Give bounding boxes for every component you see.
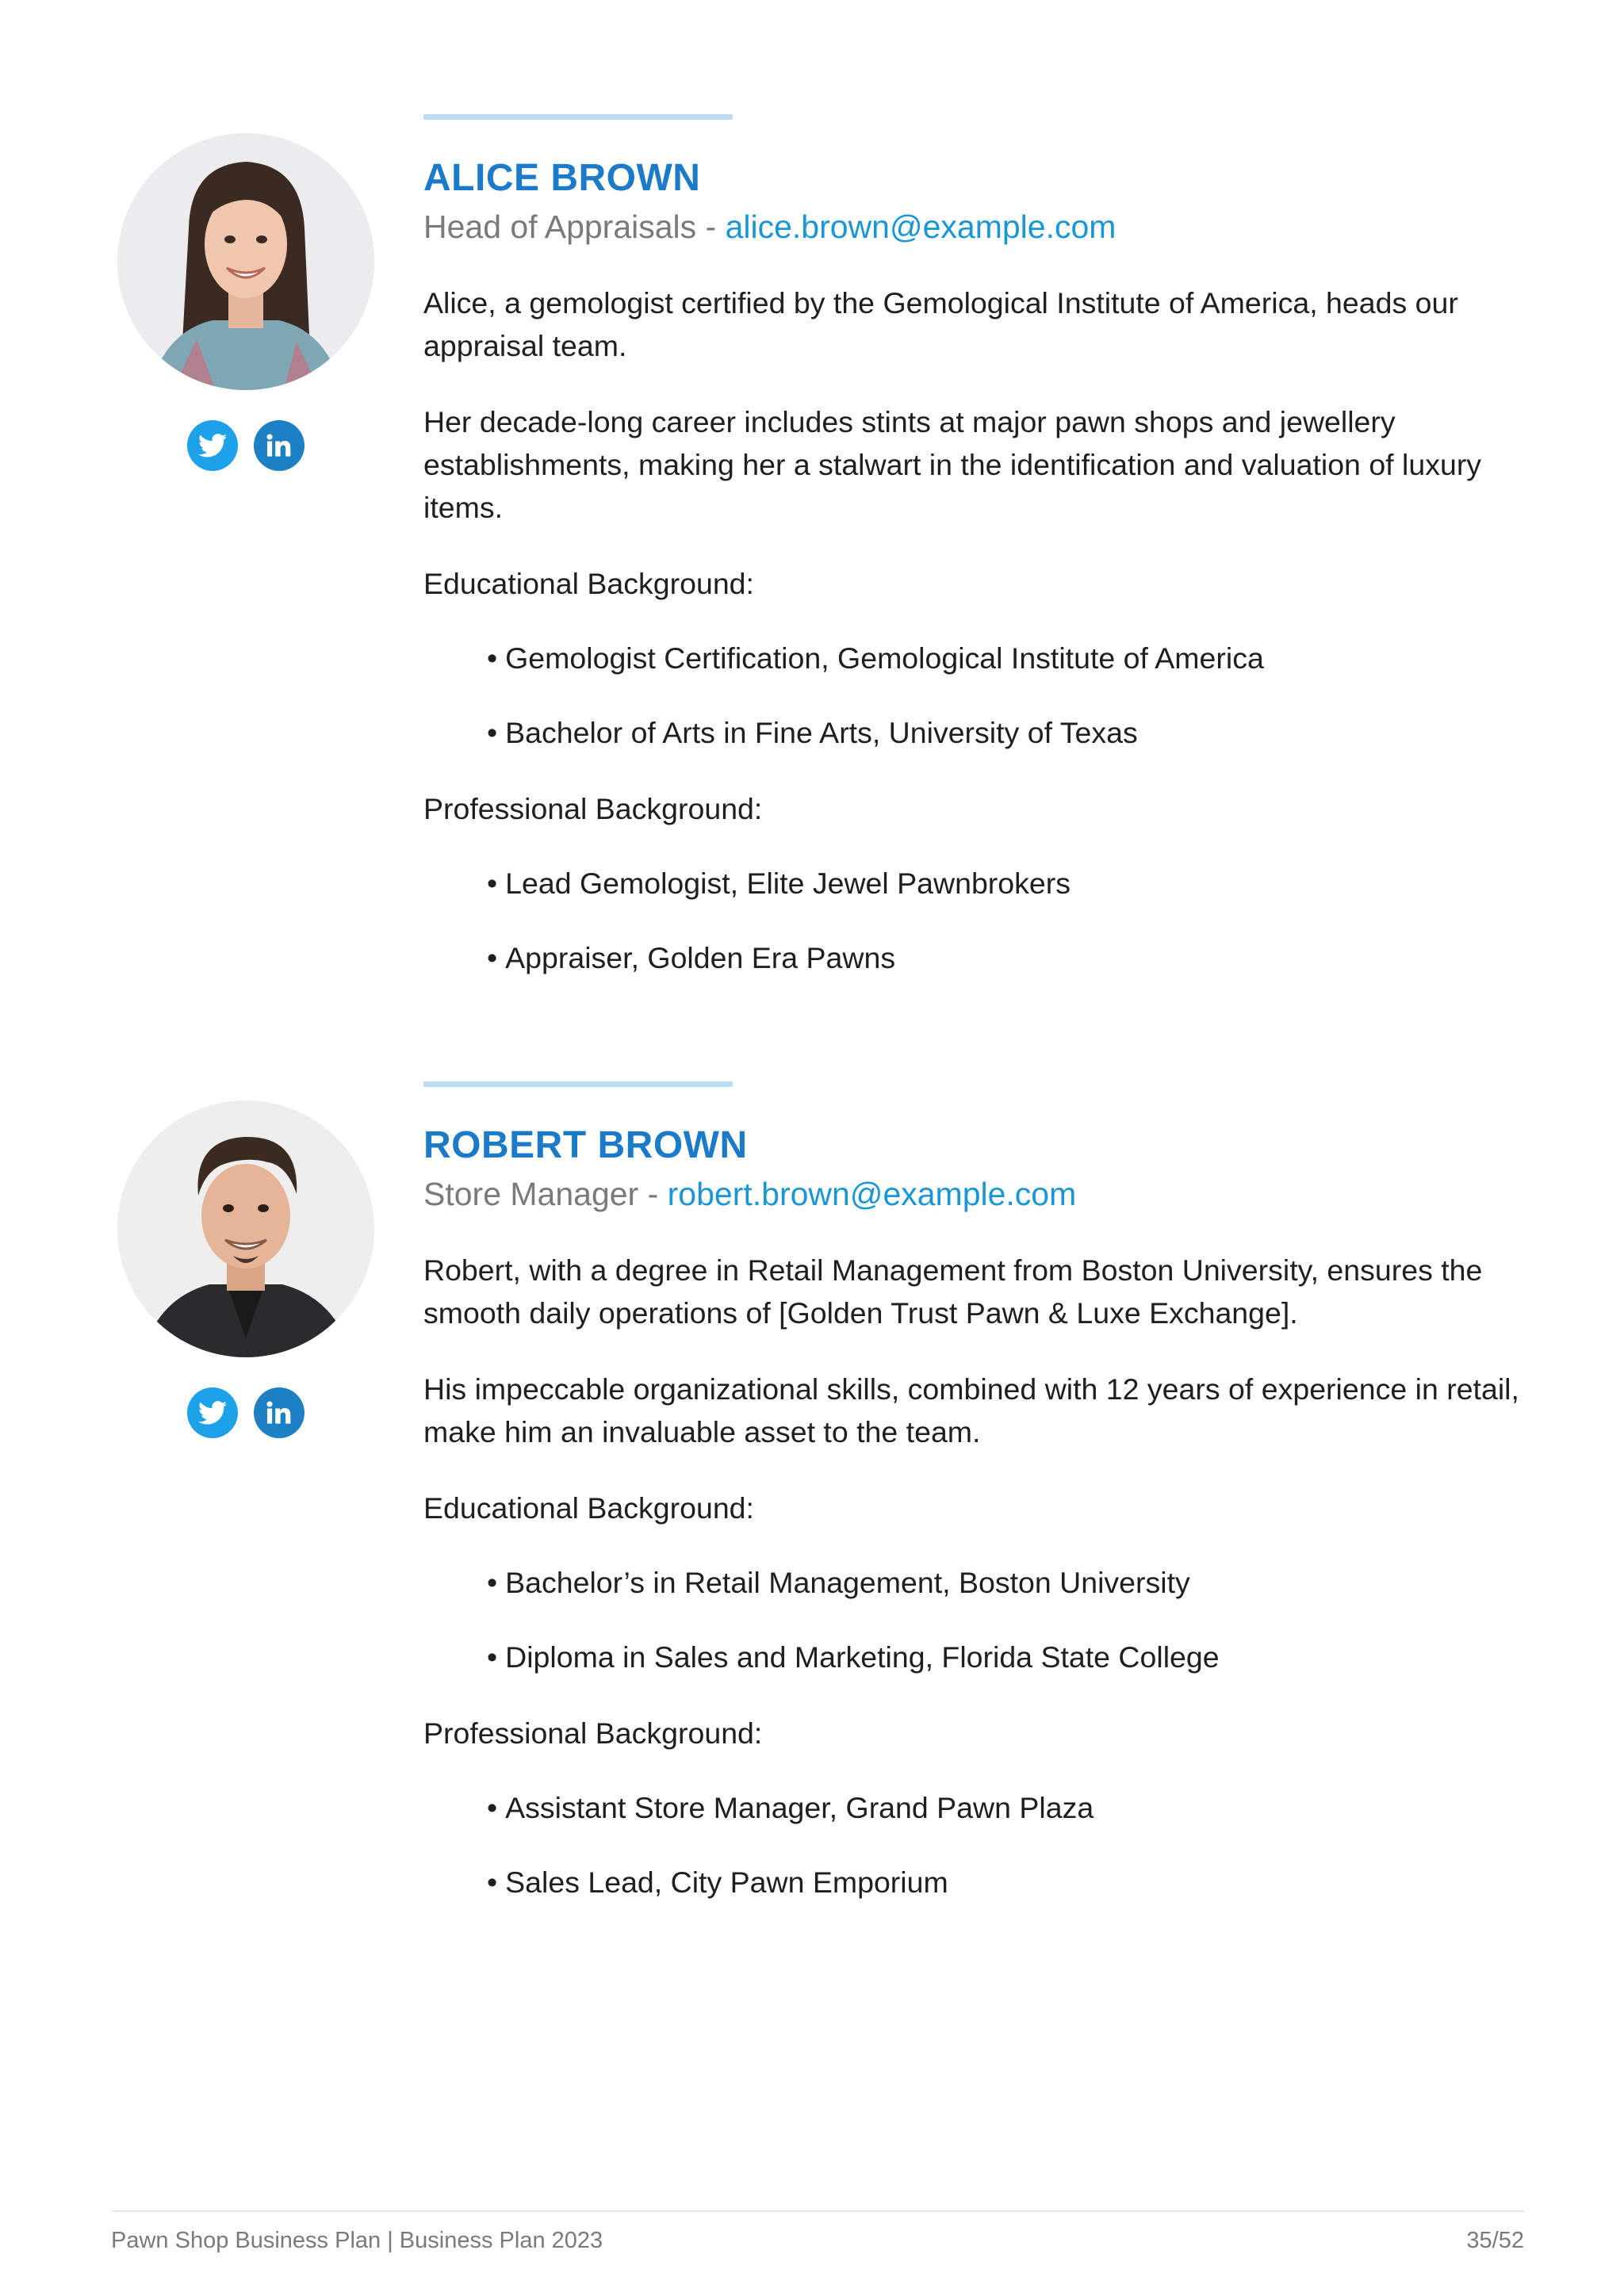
section-accent-rule — [423, 1081, 733, 1087]
profile-photo-column — [117, 1100, 374, 1438]
professional-item: • Lead Gemologist, Elite Jewel Pawnbrokers — [423, 862, 1534, 905]
education-item: • Bachelor of Arts in Fine Arts, University of Texas — [423, 711, 1534, 754]
professional-item: • Assistant Store Manager, Grand Pawn Plaza — [423, 1786, 1534, 1829]
member-name: ROBERT BROWN — [423, 1124, 748, 1166]
bio-paragraph: Her decade-long career includes stints at major pawn shops and jewellery establishments, making her a stalwart in the identification and valuation of luxury items. — [423, 405, 1482, 524]
education-item: • Gemologist Certification, Gemological Institute of America — [423, 637, 1534, 679]
member-email-link[interactable]: alice.brown@example.com — [725, 209, 1116, 245]
education-item: • Bachelor’s in Retail Management, Boston University — [423, 1561, 1534, 1604]
education-heading: Educational Background: — [423, 567, 754, 600]
member-role: Head of Appraisals — [423, 209, 697, 245]
member-role: Store Manager — [423, 1176, 639, 1212]
linkedin-icon[interactable] — [254, 1387, 304, 1438]
footer-document-title: Pawn Shop Business Plan | Business Plan 2023 — [111, 2228, 603, 2253]
role-separator: - — [696, 209, 726, 245]
profile-photo-alice — [117, 133, 374, 390]
member-role-line — [423, 207, 1534, 247]
bio-paragraph: His impeccable organizational skills, combined with 12 years of experience in retail, make him an invaluable asset to the team. — [423, 1372, 1519, 1448]
role-separator: - — [638, 1176, 668, 1212]
section-accent-rule — [423, 114, 733, 120]
profile-photo-column — [117, 133, 374, 471]
member-email-link[interactable]: robert.brown@example.com — [667, 1176, 1077, 1212]
twitter-icon[interactable] — [187, 1387, 238, 1438]
member-name: ALICE BROWN — [423, 157, 701, 199]
social-links — [117, 1387, 374, 1438]
professional-item: • Sales Lead, City Pawn Emporium — [423, 1861, 1534, 1904]
profile-photo-robert — [117, 1100, 374, 1357]
education-item: • Diploma in Sales and Marketing, Florida State College — [423, 1636, 1534, 1678]
social-links — [117, 420, 374, 471]
professional-heading: Professional Background: — [423, 1716, 763, 1750]
professional-item: • Appraiser, Golden Era Pawns — [423, 936, 1534, 979]
bio-paragraph: Alice, a gemologist certified by the Gemological Institute of America, heads our appraisal team. — [423, 286, 1458, 362]
bio-paragraph: Robert, with a degree in Retail Management from Boston University, ensures the smooth daily operations of [Golden Trust Pawn & Luxe Exchange]. — [423, 1253, 1483, 1330]
member-details — [423, 1081, 1534, 1904]
education-heading: Educational Background: — [423, 1491, 754, 1525]
footer-page-number: 35/52 — [1466, 2228, 1524, 2253]
member-details — [423, 114, 1534, 979]
professional-heading: Professional Background: — [423, 792, 763, 825]
member-role-line — [423, 1174, 1534, 1214]
footer-divider — [111, 2210, 1524, 2212]
linkedin-icon[interactable] — [254, 420, 304, 471]
twitter-icon[interactable] — [187, 420, 238, 471]
